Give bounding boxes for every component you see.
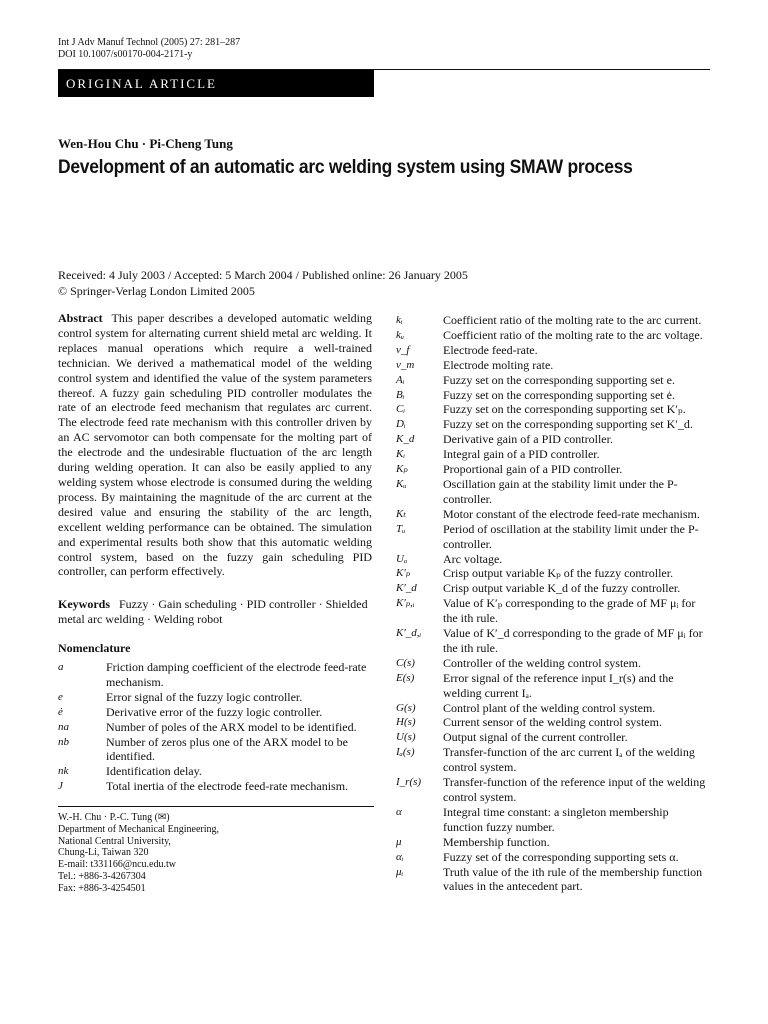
abstract (58, 311, 372, 579)
nomenclature-symbol: Iₐ(s) (396, 746, 415, 759)
nomenclature-entry (396, 402, 710, 417)
nomenclature-entry (396, 745, 710, 775)
author-list: Wen-Hou Chu · Pi-Cheng Tung (58, 136, 233, 151)
nomenclature-description: Electrode feed-rate. (443, 342, 538, 357)
nomenclature-entry (396, 775, 710, 805)
nomenclature-symbol: Kᵤ (396, 477, 407, 490)
nomenclature-description: Motor constant of the electrode feed-rate mechanism. (443, 506, 700, 521)
nomenclature-description: Integral time constant: a singleton membership function fuzzy number. (443, 804, 669, 834)
nomenclature-description: Oscillation gain at the stability limit under the P-controller. (443, 476, 678, 506)
nomenclature-entry (396, 417, 710, 432)
nomenclature-entry (396, 462, 710, 477)
nomenclature-symbol: Kₚ (396, 463, 408, 476)
nomenclature-symbol: nb (58, 735, 69, 748)
nomenclature-entry (58, 690, 374, 705)
journal-doi: DOI 10.1007/s00170-004-2171-y (58, 49, 193, 60)
nomenclature-entry (396, 343, 710, 358)
nomenclature-symbol: Cᵢ (396, 403, 406, 416)
affiliation-line: Chung-Li, Taiwan 320 (58, 847, 149, 859)
nomenclature-description: Total inertia of the electrode feed-rate mechanism. (106, 779, 349, 794)
nomenclature-entry (396, 358, 710, 373)
nomenclature-description: Fuzzy set on the corresponding supporting set e. (443, 372, 675, 387)
abstract-text: This paper describes a developed automatic welding control system for alternating current shield metal arc welding. It replaces manual operations which require a well-trained technician. We derived a mathematical model of the welding control system and identified the value of the system parameters thereof. A fuzzy gain scheduling PID controller modulates the rate of an electrode feed mechanism that regulates arc current. The electrode feed rate mechanism with this controller driven by an AC servomotor can both compensate for the molting part of the electrode and the undesirable fluctuation of the arc length during welding operation. It can also be easily applied to any welding system whose electrode is consumed during the welding process. By maintaining the magnitude of the arc current at the desired value and ensuring the stability of the arc length, excellent welding performance can be obtained. The simulation and experimental results both show that this automatic welding control system, based on the fuzzy gain scheduling PID controller, can perform effectively. (58, 311, 372, 579)
nomenclature-entry (396, 581, 710, 596)
nomenclature-symbol: K′_d,ᵢ (396, 627, 422, 640)
nomenclature-description: Fuzzy set on the corresponding supporting set K′ₚ. (443, 402, 686, 417)
nomenclature-entry (396, 865, 710, 895)
publication-dates (58, 268, 468, 299)
nomenclature-description: Friction damping coefficient of the electrode feed-rate mechanism. (106, 660, 367, 689)
nomenclature-description: Crisp output variable K_d of the fuzzy controller. (443, 581, 681, 596)
nomenclature-description: Derivative gain of a PID controller. (443, 432, 613, 447)
nomenclature-entry (396, 671, 710, 701)
nomenclature-entry (58, 735, 374, 765)
nomenclature-symbol: K_d (396, 433, 415, 446)
affiliation-line: Tel.: +886-3-4267304 (58, 870, 146, 882)
nomenclature-symbol: Kₜ (396, 507, 407, 520)
nomenclature-entry (396, 373, 710, 388)
journal-citation: Int J Adv Manuf Technol (2005) 27: 281–287 (58, 37, 241, 48)
nomenclature-entry (396, 656, 710, 671)
nomenclature-description: Period of oscillation at the stability limit under the P-controller. (443, 521, 699, 551)
nomenclature-list-right (396, 313, 710, 894)
nomenclature-description: Error signal of the fuzzy logic controller. (106, 689, 303, 704)
affiliation-line: National Central University, (58, 835, 171, 847)
affiliation-line: W.-H. Chu · P.-C. Tung (✉) (58, 812, 170, 823)
nomenclature-symbol: ė (58, 705, 63, 718)
nomenclature-symbol: Kᵢ (396, 448, 406, 461)
nomenclature-symbol: K′ₚ (396, 567, 411, 580)
nomenclature-description: Fuzzy set of the corresponding supporting sets α. (443, 849, 679, 864)
nomenclature-description: Transfer-function of the arc current Iₐ of the welding control system. (443, 745, 695, 775)
nomenclature-entry (396, 850, 710, 865)
article-type-banner: ORIGINAL ARTICLE (58, 70, 374, 97)
nomenclature-description: Control plant of the welding control system. (443, 700, 656, 715)
nomenclature-symbol: E(s) (396, 671, 415, 684)
abstract-label: Abstract (58, 311, 103, 325)
nomenclature-symbol: v_m (396, 358, 415, 371)
nomenclature-description: Coefficient ratio of the molting rate to the arc voltage. (443, 327, 703, 342)
nomenclature-description: Current sensor of the welding control system. (443, 715, 662, 730)
nomenclature-description: Coefficient ratio of the molting rate to the arc current. (443, 313, 702, 327)
nomenclature-symbol: Dᵢ (396, 418, 406, 431)
dates-line: Received: 4 July 2003 / Accepted: 5 March 2004 / Published online: 26 January 2005 (58, 268, 468, 282)
author-affiliation (58, 812, 219, 895)
nomenclature-entry (396, 477, 710, 507)
nomenclature-symbol: kᵢ (396, 314, 403, 326)
nomenclature-symbol: μᵢ (396, 865, 404, 878)
nomenclature-symbol: α (396, 805, 402, 818)
nomenclature-symbol: Uₐ (396, 552, 408, 565)
nomenclature-entry (58, 660, 374, 690)
nomenclature-entry (396, 596, 710, 626)
nomenclature-entry (396, 328, 710, 343)
nomenclature-entry (396, 835, 710, 850)
nomenclature-symbol: μ (396, 835, 402, 848)
affiliation-rule (58, 806, 374, 807)
nomenclature-heading: Nomenclature (58, 641, 131, 655)
nomenclature-entry (396, 447, 710, 462)
nomenclature-entry (396, 388, 710, 403)
nomenclature-description: Membership function. (443, 834, 550, 849)
nomenclature-entry (396, 552, 710, 567)
nomenclature-description: Proportional gain of a PID controller. (443, 462, 623, 477)
nomenclature-description: Fuzzy set on the corresponding supporting set K′_d. (443, 417, 693, 432)
nomenclature-entry (396, 507, 710, 522)
nomenclature-list-left (58, 660, 374, 794)
nomenclature-symbol: αᵢ (396, 850, 404, 863)
nomenclature-description: Identification delay. (106, 764, 202, 779)
keywords-text: Fuzzy · Gain scheduling · PID controller · Shielded metal arc welding · Welding robot (58, 597, 368, 626)
nomenclature-description: Error signal of the reference input I_r(s) and the welding current Iₐ. (443, 670, 674, 700)
affiliation-line: Department of Mechanical Engineering, (58, 823, 220, 835)
nomenclature-description: Electrode molting rate. (443, 357, 554, 372)
nomenclature-symbol: v_f (396, 343, 410, 356)
nomenclature-description: Fuzzy set on the corresponding supporting set ė. (443, 387, 675, 402)
nomenclature-entry (58, 705, 374, 720)
nomenclature-symbol: kᵤ (396, 328, 405, 341)
nomenclature-description: Value of K′ₚ corresponding to the grade of MF μᵢ for the ith rule. (443, 596, 696, 626)
nomenclature-symbol: a (58, 661, 64, 673)
nomenclature-entry (396, 715, 710, 730)
nomenclature-symbol: Tᵤ (396, 522, 406, 535)
nomenclature-entry (396, 566, 710, 581)
nomenclature-symbol: H(s) (396, 716, 416, 729)
nomenclature-symbol: K′ₚ,ᵢ (396, 597, 415, 610)
nomenclature-entry (58, 764, 374, 779)
nomenclature-symbol: Bᵢ (396, 388, 405, 401)
nomenclature-entry (396, 432, 710, 447)
nomenclature-description: Transfer-function of the reference input of the welding control system. (443, 775, 706, 804)
nomenclature-symbol: C(s) (396, 656, 415, 669)
nomenclature-symbol: Aᵢ (396, 373, 405, 386)
affiliation-line: E-mail: t331166@ncu.edu.tw (58, 859, 176, 871)
nomenclature-symbol: na (58, 720, 69, 733)
nomenclature-entry (396, 730, 710, 745)
nomenclature-description: Derivative error of the fuzzy logic controller. (106, 704, 323, 719)
nomenclature-entry (396, 626, 710, 656)
keywords-label: Keywords (58, 597, 110, 611)
nomenclature-description: Integral gain of a PID controller. (443, 447, 600, 462)
nomenclature-description: Arc voltage. (443, 551, 503, 566)
nomenclature-symbol: J (58, 780, 63, 793)
nomenclature-entry (396, 701, 710, 716)
nomenclature-symbol: K′_d (396, 582, 417, 595)
nomenclature-symbol: I_r(s) (396, 776, 422, 789)
nomenclature-entry (396, 522, 710, 552)
nomenclature-symbol: G(s) (396, 701, 416, 714)
nomenclature-symbol: e (58, 690, 63, 703)
nomenclature-description: Value of K′_d corresponding to the grade of MF μᵢ for the ith rule. (443, 626, 703, 655)
nomenclature-entry (58, 779, 374, 794)
nomenclature-description: Crisp output variable Kₚ of the fuzzy controller. (443, 566, 674, 581)
nomenclature-entry (396, 313, 710, 328)
nomenclature-description: Controller of the welding control system. (443, 655, 641, 670)
nomenclature-description: Number of poles of the ARX model to be identified. (106, 719, 357, 734)
nomenclature-entry (396, 805, 710, 835)
nomenclature-description: Truth value of the ith rule of the membership function values in the antecedent part. (443, 864, 703, 894)
journal-header (58, 37, 240, 61)
keywords (58, 597, 372, 627)
nomenclature-symbol: nk (58, 765, 69, 778)
affiliation-line: Fax: +886-3-4254501 (58, 882, 146, 894)
paper-title: Development of an automatic arc welding system using SMAW process (58, 157, 633, 178)
nomenclature-entry (58, 720, 374, 735)
nomenclature-symbol: U(s) (396, 731, 416, 744)
nomenclature-description: Output signal of the current controller. (443, 730, 628, 745)
copyright-line: © Springer-Verlag London Limited 2005 (58, 283, 255, 298)
nomenclature-description: Number of zeros plus one of the ARX model to be identified. (106, 734, 348, 764)
